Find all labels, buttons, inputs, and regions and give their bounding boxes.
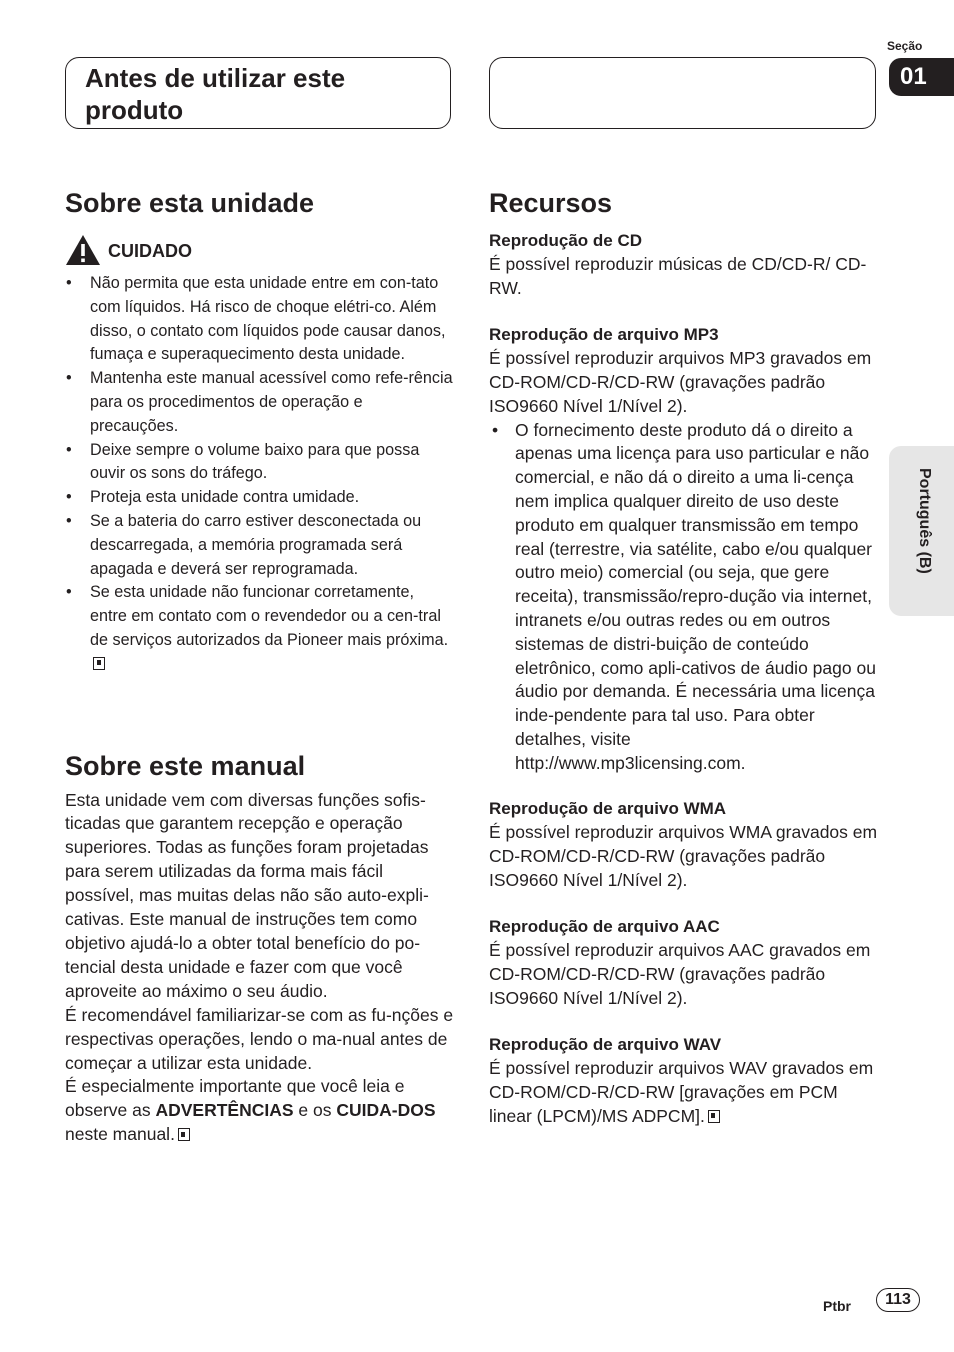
about-unit-heading: Sobre esta unidade	[65, 188, 315, 218]
feature-text: É possível reproduzir arquivos WAV gravados em CD-ROM/CD-R/CD-RW [gravações em PCM linear (LPCM)/MS ADPCM].	[489, 1057, 874, 1126]
empty-header-box	[489, 57, 876, 129]
feature-heading: Reprodução de arquivo WAV	[489, 1034, 722, 1054]
list-item: • Deixe sempre o volume baixo para que possa ouvir os sons do tráfego.	[65, 439, 455, 487]
page-number: 113	[876, 1288, 920, 1312]
features-heading: Recursos	[489, 188, 613, 218]
warning-triangle-icon	[65, 234, 101, 266]
left-column	[65, 186, 455, 1147]
caution-header	[65, 232, 455, 272]
end-mark-icon	[178, 1128, 190, 1141]
feature-text: É possível reproduzir arquivos WMA gravados em CD-ROM/CD-R/CD-RW (gravações padrão ISO9660 Nível 1/Nível 2).	[489, 822, 878, 891]
feature-mp3	[489, 323, 879, 776]
feature-heading: Reprodução de arquivo MP3	[489, 324, 719, 344]
list-item: • O fornecimento deste produto dá o direito a apenas uma licença para uso particular e não comercial, e não dá o direito a uma li-cença nem implica qualquer direito de uso deste produto em qualquer transmissão em tempo real (terrestre, via satélite, cabo e/ou qualquer outro meio) comercial (ou seja, que gere receita), transmissão/repro-dução via internet, intranets e/ou outras redes ou em outros sistemas de distri-buição de conteúdo eletrônico, como apli-cativos de áudio pago ou áudio por demanda. É necessária uma licença inde-pendente para tal uso. Para obter detalhes, visite http://www.mp3licensing.com.	[489, 419, 879, 776]
right-column	[489, 186, 879, 1151]
manual-paragraph: É recomendável familiarizar-se com as fu-nções e respectivas operações, lendo o ma-nual antes de começar a utilizar esta unidade.	[65, 1004, 454, 1073]
end-mark-icon	[93, 657, 105, 670]
mp3-license-list	[489, 419, 879, 776]
list-item: • Não permita que esta unidade entre em con-tato com líquidos. Há risco de choque elétri-co. Além disso, o contato com líquidos pode causar danos, fumaça e superaquecimento desta unidade.	[65, 272, 455, 367]
feature-text: É possível reproduzir músicas de CD/CD-R/ CD-RW.	[489, 254, 867, 298]
feature-heading: Reprodução de arquivo AAC	[489, 917, 720, 937]
language-code: Ptbr	[823, 1298, 851, 1314]
chapter-header-box	[65, 57, 451, 129]
caution-list	[65, 272, 455, 677]
section-label: Seção	[887, 39, 923, 53]
language-tab-label: Português (B)	[916, 468, 933, 574]
list-item: • Se a bateria do carro estiver desconectada ou descarregada, a memória programada será apagada e deverá ser reprogramada.	[65, 510, 455, 581]
list-item: • Mantenha este manual acessível como refe-rência para os procedimentos de operação e precauções.	[65, 367, 455, 438]
section-number-tab: 01	[889, 58, 954, 96]
feature-wav	[489, 1033, 879, 1129]
feature-aac	[489, 915, 879, 1011]
end-mark-icon	[708, 1110, 720, 1123]
list-item: • Se esta unidade não funcionar corretamente, entre em contato com o revendedor ou a cen-tral de serviços autorizados da Pioneer mais próxima.	[65, 581, 455, 676]
feature-text: É possível reproduzir arquivos MP3 gravados em CD-ROM/CD-R/CD-RW (gravações padrão ISO9660 Nível 1/Nível 2).	[489, 347, 872, 416]
feature-cd	[489, 229, 879, 301]
feature-text: É possível reproduzir arquivos AAC gravados em CD-ROM/CD-R/CD-RW (gravações padrão ISO9660 Nível 1/Nível 2).	[489, 940, 871, 1009]
license-url: http://www.mp3licensing.com.	[515, 752, 746, 773]
manual-paragraph: Esta unidade vem com diversas funções sofis-ticadas que garantem recepção e operação superiores. Todas as funções foram projetadas para serem utilizadas da forma mais fácil possível, mas muitas delas não são auto-expli-cativas. Este manual de instruções tem como objetivo ajudá-lo a obter total benefício do po-tencial desta unidade e fazer com que você aproveite ao máximo o seu áudio.	[65, 789, 429, 1001]
manual-paragraph: É especialmente importante que você leia e observe as ADVERTÊNCIAS e os CUIDA-DOS neste manual.	[65, 1076, 436, 1145]
about-manual-heading: Sobre este manual	[65, 750, 306, 781]
feature-wma	[489, 797, 879, 893]
feature-heading: Reprodução de CD	[489, 231, 643, 250]
feature-heading: Reprodução de arquivo WMA	[489, 799, 727, 819]
chapter-title: Antes de utilizar este produto	[85, 63, 346, 125]
caution-label: CUIDADO	[108, 241, 192, 261]
list-item: • Proteja esta unidade contra umidade.	[65, 486, 455, 510]
